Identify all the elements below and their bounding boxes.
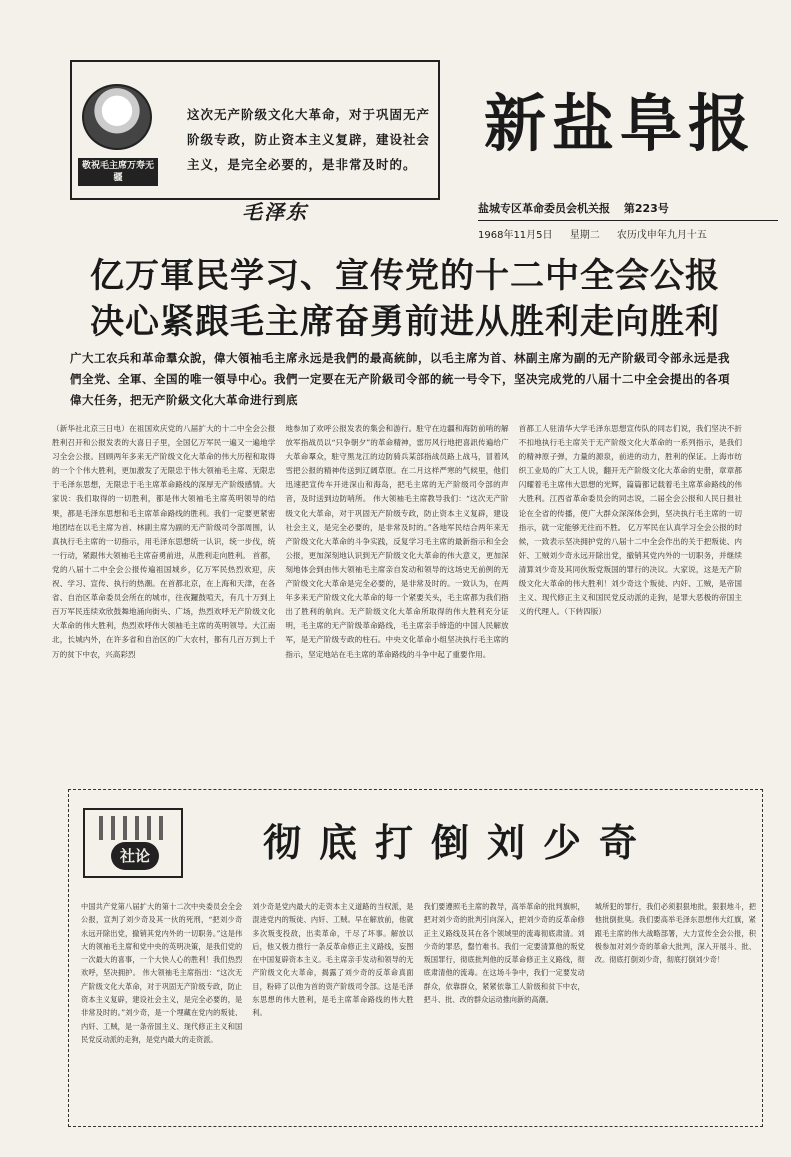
portrait-medallion-icon [82,84,152,150]
headline-line-1: 亿万軍民学习、宣传党的十二中全会公报 [90,256,720,296]
date: 1968年11月5日 [478,230,553,241]
editorial-column-4: 城所犯的罪行，我们必须狠狠地批，狠狠地斗，把他批倒批臭。我们要高举毛泽东思想伟大红旗，紧跟毛主席的伟大战略部署，大力宣传全会公报，积极参加对刘少奇的革命大批判，深入开展斗、批、改。彻底打倒刘少奇，彻底打倒刘少奇！ [594,902,756,965]
paper-info [478,200,778,221]
paper-date [478,226,778,241]
signature: 毛泽东 [242,200,308,224]
lunar-date: 农历戊申年九月十五 [616,230,707,241]
portrait-caption: 敬祝毛主席万寿无疆 [78,158,158,186]
article-column-2: 地参加了欢呼公报发表的集会和游行。駐守在边疆和海防前哨的解放军指战员以“只争朝夕”的革命精神，雷厉风行地把喜訊传遍给广大革命羣众，駐守黑龙江的边防骑兵某部指战员路上战马，冒着风雪把公报的精神传送到辽阔草原。在二月这样严寒的气候里，他们迅速把宣传车开进深山和海岛，把毛主席的无产阶级司令部的声音，及时送到边防哨所。 伟大领袖毛主席教导我们：“这次无产阶级文化大革命，对于巩固无产阶级专政，防止资本主义复辟，建设社会主义，是完全必要的，是非常及时的。”各地军民结合两年来无产阶级文化大革命的斗争实践，反复学习毛主席的最新指示和全会公报，更加深刻地认识到无产阶级文化大革命的伟大意义，更加深刻地体会到由伟大领袖毛主席亲自发动和领导的这场史无前例的无产阶级文化大革命是完全必要的，是非常及时的。一致认为，在两年多来无产阶级文化大革命的每一个紧要关头，毛主席都为我们指出了胜利的航向。无产阶级文化大革命所取得的伟大胜利充分证明，毛主席的无产阶级革命路线，毛主席亲手缔造的中国人民解放军，是无产阶级专政的柱石。中央文化革命小组坚决执行毛主席的指示，坚定地站在毛主席的革命路线的斗争中起了重要作用。 [285,424,509,659]
weekday: 星期二 [569,230,600,241]
headline-line-2: 决心紧跟毛主席奋勇前进从胜利走向胜利 [90,302,720,342]
editorial-title: 彻底打倒刘少奇 [262,820,655,865]
article-column-3: 首都工人驻清华大学毛泽东思想宣传队的同志们说，我们坚决不折不扣地执行毛主席关于无产阶级文化大革命的一系列指示，是我们的精神原子弹，力量的源泉，前进的动力，胜利的保证。上海市纺织工业局的广大工人说，翻开无产阶级文化大革命的史册，章章都闪耀着毛主席伟大思想的光辉，篇篇都记载着毛主席革命路线的伟大胜利。江西省革命委员会的同志说，二届全会公报和人民日报社论在全省的传播，使广大群众深深体会到，坚决执行毛主席的一切指示，就一定能够无往而不胜。 亿万军民在认真学习全会公报的时候，一致表示坚决拥护党的八届十二中全会作出的关于把叛徒、内奸、工贼刘少奇永远开除出党，撤销其党内外的一切职务，并继续清算刘少奇及其同伙叛党叛国的罪行的决议。大家说，这是无产阶级文化大革命的伟大胜利！刘少奇这个叛徒、内奸、工贼，是帝国主义、现代修正主义和国民党反动派的走狗，是罪大恶极的帝国主义的代理人。（下转四版） [518,424,742,617]
chairman-quote: 这次无产阶级文化大革命，对于巩固无产阶级专政，防止资本主义复辟，建设社会主义，是完全必要的，是非常及时的。 [187,107,431,172]
issue-number: 第223号 [623,202,669,215]
chairman-quote-box [70,60,440,224]
editorial-tag-label: 社论 [111,842,159,870]
article-column-1: （新华社北京三日电）在祖国欢庆党的八届扩大的十二中全会公报胜利召开和公报发表的大喜日子里，全国亿万军民一遍又一遍地学习全会公报。回顾两年多来无产阶级文化大革命的伟大历程和取得的一个个伟大胜利，更加激发了无限忠于伟大领袖毛主席、无限忠于毛泽东思想，无限忠于毛主席革命路线的深厚无产阶级感情。大家说：我们取得的一切胜利，都是伟大领袖毛主席英明领导的结果，都是毛泽东思想和毛主席革命路线的胜利。我们一定要更紧密地团结在以毛主席为首、林副主席为副的无产阶级司令部周围，认真执行毛主席的一切指示，用毛泽东思想统一认识，统一步伐，统一行动，紧跟伟大领袖毛主席奋勇前进，从胜利走向胜利。 首都，党的八届十二中全会公报传遍祖国城乡，亿万军民热烈欢迎，庆祝、学习、宣传、执行的热潮。在首都北京，在上海和天津，在各省、自治区革命委员会所在的城市，往夜鑼鼓喧天，有几十万到上百万军民连续欢欣鼓舞地涌向街头、广场，热烈欢呼无产阶级文化大革命的伟大胜利，热烈欢呼伟大领袖毛主席的英明领导。大江南北，长城内外，在许多省和自治区的广大农村，都有几百万到上千万的贫下中农，兴高彩烈 [52,424,276,659]
editorial-tag [83,808,183,878]
editorial-columns [81,900,756,1120]
editorial-column-3: 我们要遵照毛主席的教导，高举革命的批判旗帜，把对刘少奇的批判引向深入，把刘少奇的反革命修正主义路线及其在各个领域里的流毒彻底肃清。刘少奇的罪恶，罄竹难书。我们一定要清算他的叛党叛国罪行，彻底批判他的反革命修正主义路线，彻底肃清他的流毒。在这场斗争中，我们一定要发动群众，依靠群众，紧紧依靠工人阶级和贫下中农，把斗、批、改的群众运动推向新的高潮。 [423,902,585,1005]
publisher: 盐城专区革命委员会机关报 [478,202,610,215]
paper-name: 新盐阜报 [483,87,756,160]
editorial-box [68,789,763,1127]
flags-icon [99,816,169,840]
lead-paragraph: 广大工农兵和革命羣众說，偉大領袖毛主席永远是我們的最高統帥，以毛主席为首、林副主席为副的无产阶級司令部永远是我們全党、全軍、全国的唯一領导中心。我們一定要在无产阶級司令部的統一号令下，坚决完成党的八届十二中全会提出的各項偉大任务，把无产阶級文化大革命进行到底 [70,351,730,407]
editorial-column-1: 中国共产党第八届扩大的第十二次中央委员会全会公报，宣判了刘少奇及其一伙的死刑，“把刘少奇永远开除出党，撤销其党内外的一切职务。”这是伟大的领袖毛主席和党中央的英明决策，是我们党的一次最大的喜事，一个大快人心的胜利！我们热烈欢呼，坚决拥护。 伟大领袖毛主席指出：“这次无产阶级文化大革命，对于巩固无产阶级专政，防止资本主义复辟，建设社会主义，是完全必要的，是非常及时的。”刘少奇，是一个埋藏在党内的叛徒、内奸、工贼，是一条帝国主义、现代修正主义和国民党反动派的走狗，是党内最大的走资派。 [81,902,243,1044]
editorial-column-2: 刘少奇是党内最大的走资本主义道路的当权派，是混进党内的叛徒、内奸、工贼。早在解放前，他就多次叛变投敌，出卖革命，干尽了坏事。解放以后，他又极力推行一条反革命修正主义路线，妄图在中国复辟资本主义。毛主席亲手发动和领导的无产阶级文化大革命，揭露了刘少奇的反革命真面目，粉碎了以他为首的资产阶级司令部。这是毛泽东思想的伟大胜利，是毛主席革命路线的伟大胜利。 [252,902,414,1018]
main-headline [50,253,760,345]
article-columns [52,422,742,777]
